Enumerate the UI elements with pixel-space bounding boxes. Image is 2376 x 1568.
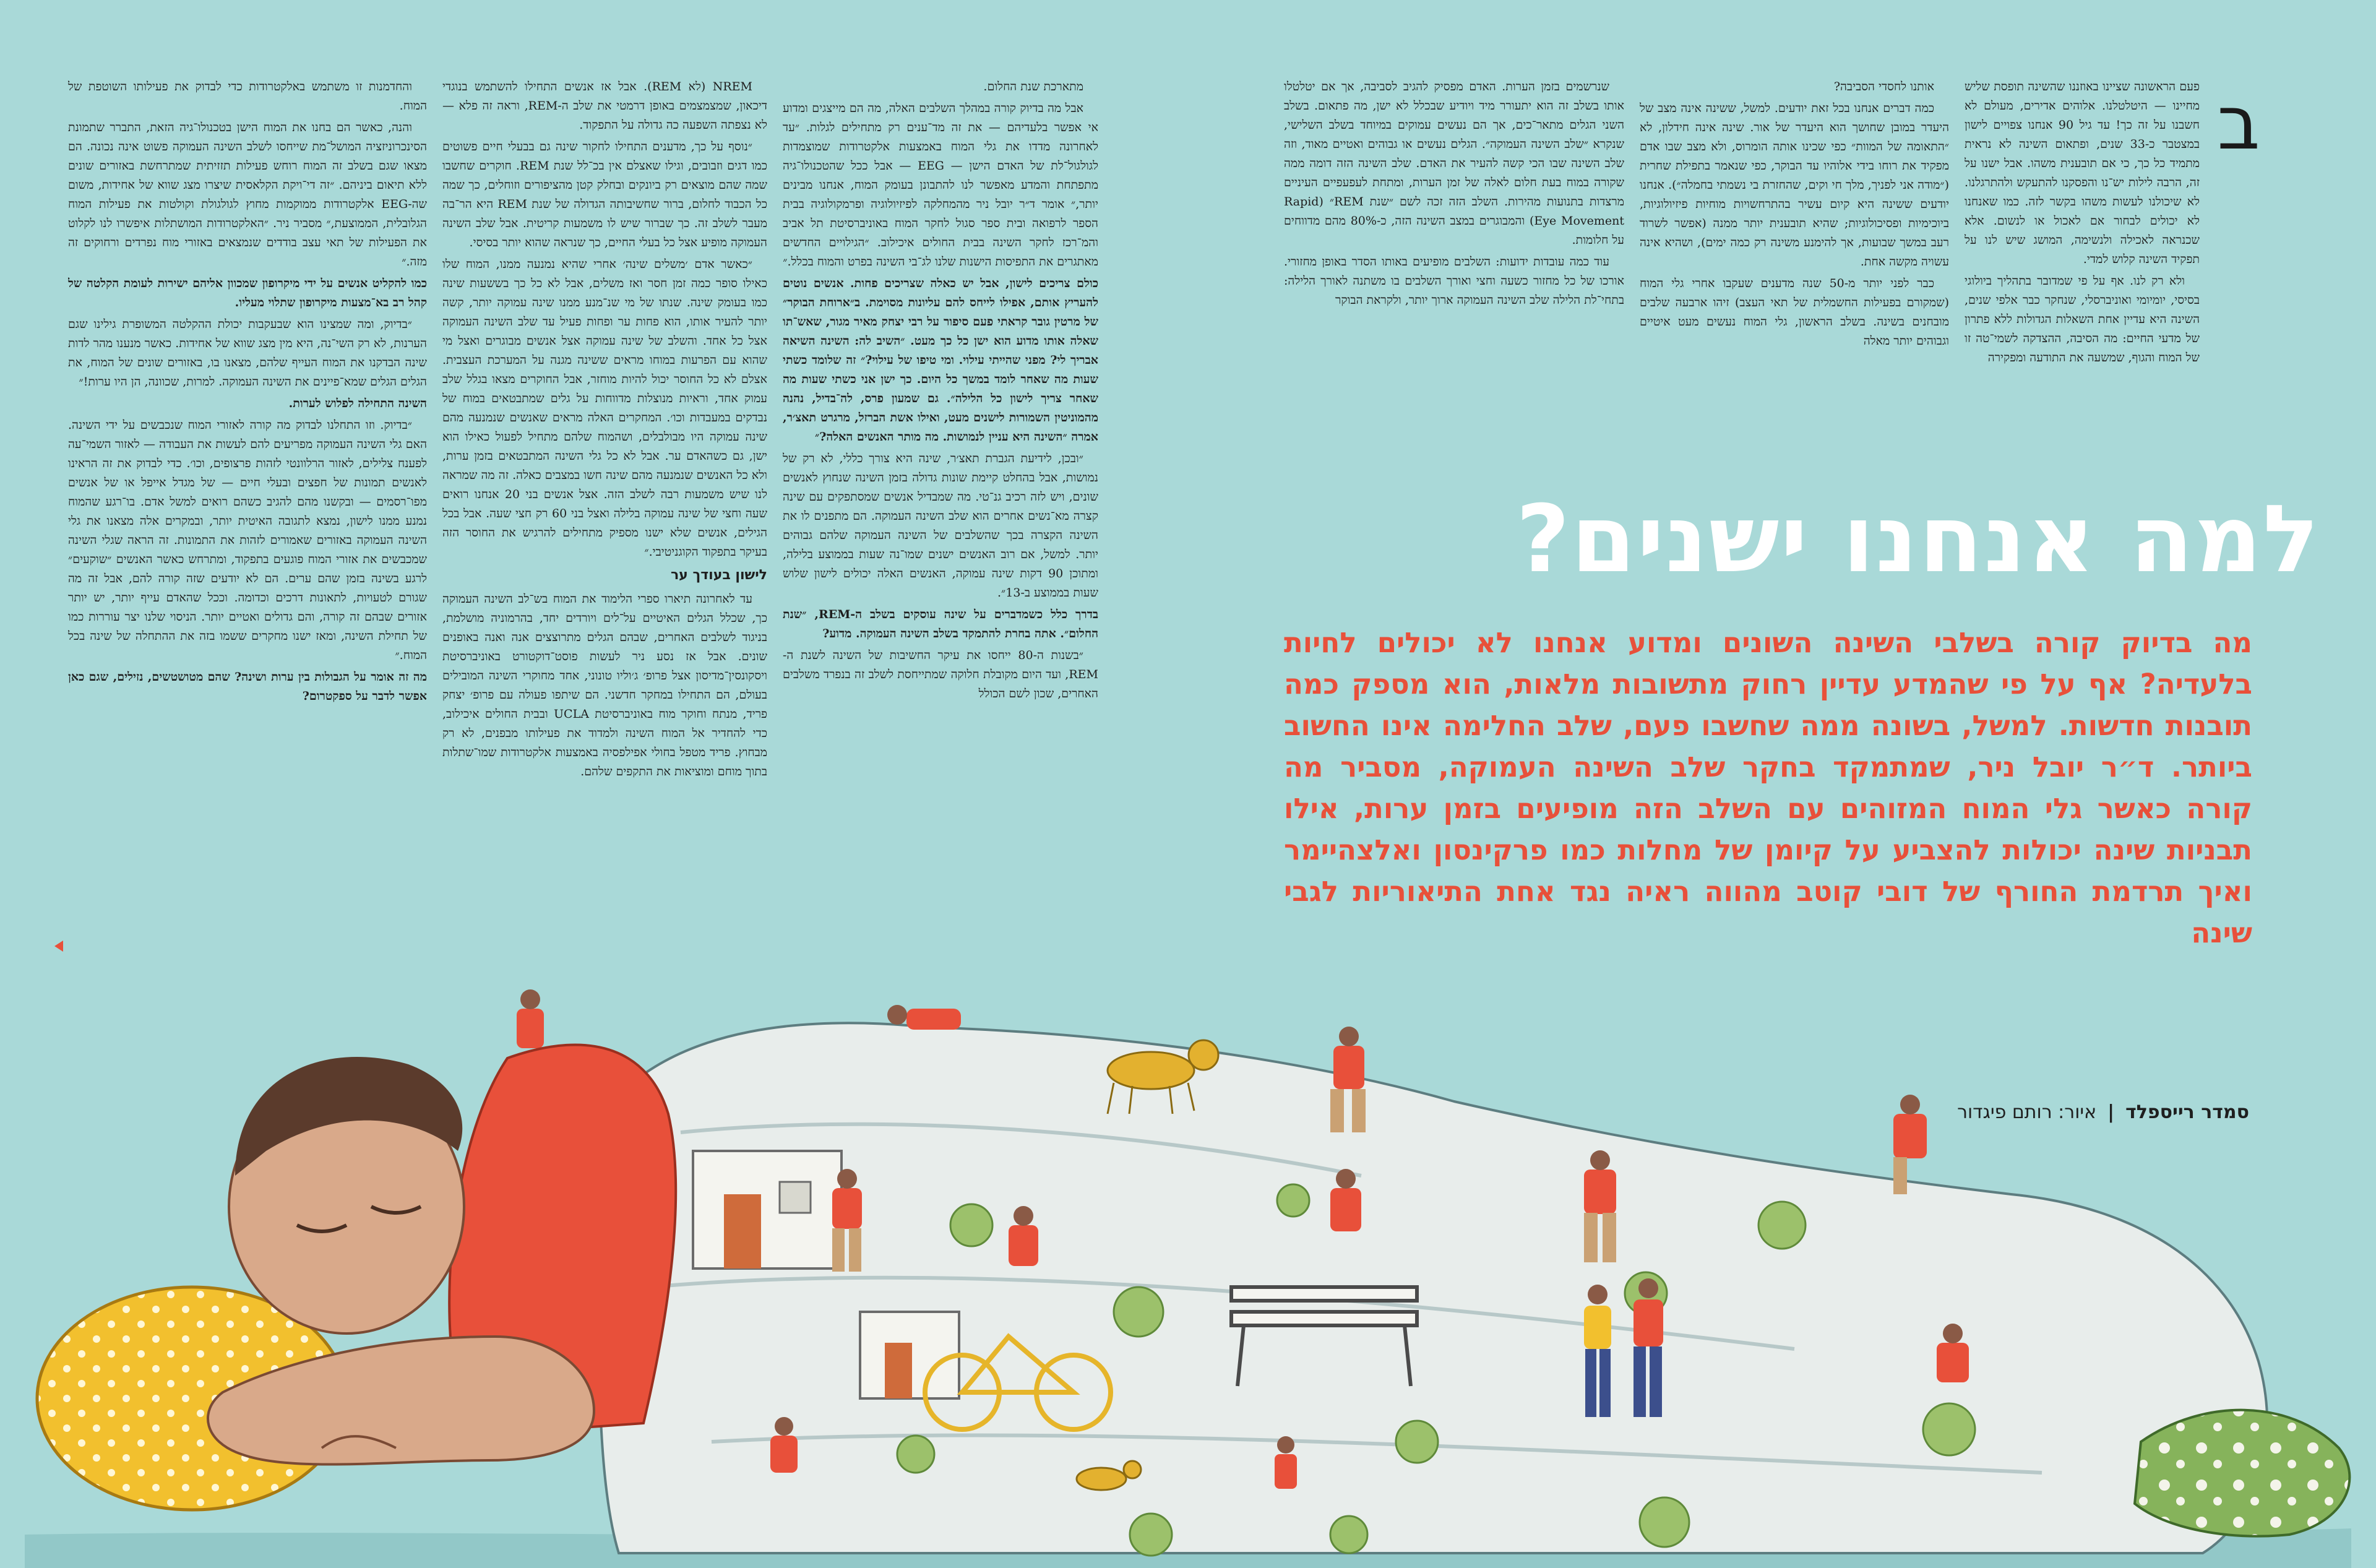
body-paragraph: ״בדיוק, ומה שמצינו הוא שבעקבות יכולת ההקלטה המשופרת גילינו שגם הערנות, לא רק השי־נה, היא מין מצג שווא של אחידות. כאשר מנענו מהר לדות שינה הבדקנו את המוח העייף שלהם, מצאנו בו, באזורים שונים של המוח, את הגלים הגלים שמא־פיינים את השינה העמוקה. למרות, שכוונה, הן היו ערות!״ [68,317,427,389]
body-paragraph: ״בדיוק. וזו התחלנו לבדוק מה קורה לאזורי המוח שנכבשים על ידי השינה. האם גלי השינה העמוקה מפריעים להם לעשות את העבודה — לאזור השמי־עה לפענח צלילים, לאזור הרלוונטי לזהות פרצופים, וכו׳. כדי לבדוק את זה הראינו לאנשים תמונות של חפצים ובעלי חיים — של מגדל אייפל או של אנשים מפו־רסמים — ובקשנו מהם להגיב כשהם רואים למשל אדם. בו־רגע שהמוח נמנע ממנו לישון, נמצא לתגובה האיטית יותר, ובמקרים אלה מצאנו את גלי השינה העמוקה באזורים שאמורים לזהות את התמונות. זה הראה שגלי השינה שמכבשים את אזורי המוח פוגעים בתפקוד, ומתרחש כאשר האנשים ״שוקעים״ לרגע בשינה בזמן שהם ערים. הם לא יודעים שזה קורה להם, אבל זה מה שגורם לטעויות, לתאונות דרכים וכדומה. וככל שהאדם עייף יותר, יש יותר אזורים שבהם זה קורה, והם גדולים ואטיים יותר. הניסוי שלנו יצר עוררות כמו של תחילת השינה, ומאז ישנו מחקרים ששמו בזה את ההתחלה של שינה בכל המוח.״ [68,418,427,662]
body-paragraph: עוד כמה עובדות ידועות: השלבים מופיעים באותו הסדר באופן מחזורי. אורכו של כל מחזור כשעה וחצי ואורך השלבים בו משתנה לאורך הלילה: בתחי־לת הלילה שלב השינה העמוקה ארוך יותר, ולקראת הבוקר [1284,255,1624,307]
column-4 [783,77,1098,925]
body-paragraph: אותנו לחסדי הסביבה? [1833,80,1934,93]
article-deck: מה בדיוק קורה בשלבי השינה השונים ומדוע אנחנו לא יכולים לחיות בלעדיה? אף על פי שהמדע עדיין רחוק מתשובות מלאות, הוא מספק כמה תובנות חדשות. למשל, בשונה ממה שחשבו פעם, שלב החלימה אינו החשוב ביותר. ד״ר יובל ניר, שמתמקד בחקר שלב השינה העמוקה, מסביר מה קורה כאשר גלי המוח המזוהים עם השלב הזה מופיעים בזמן ערות, אילו תבניות שינה יכולות להצביע על קיומן של מחלות כמו פרקינסון ואלצהיימר ואיך תרדמת החורף של דובי קוטב מהווה ראיה נגד אחת התיאוריות לגבי שינה [1284,626,2252,949]
column-5 [442,77,767,981]
body-paragraph: ״כאשר אדם ׳משלים שינה׳ אחרי שהיא נמנעה ממנו, המוח שלו כאילו סופר כמה זמן חסר ואז משלים, אבל לא כל כך בששעות שינה כמו בעומק שינה. שנתו של מי שנ־מנע ממנו שינה עמוקה יותר, קשה יותר להעיר אותו, הוא פחות ער ופחות פעיל עד שלב השינה העמוקה אצל כל אחד. והשלב של שינה עמוקה אצל אנשים מבוגרים ואצל מי שהוא עם הפרעות במוחו מראים ששינה מגנה על המערכת העצבית. אצלם לא כל החוסר יכול להיות מוחזר, אבל החוקרים מצאו בגלל שלב עמוק אחד, וראיות מנוצלות מדווחות על גלים שמתבטאים במוח של נבדקים במעבדות וכו׳. המחקרים האלה מראים שאנשים שנמנעה מהם שינה עמוקה היו מבולבלים, ושהמוח שלהם מתחיל לפעול כאילו הוא ישן, גם כשהאדם ער. אבל לא כל גלי השינה המתבטאים בזמן ערות, ולא כל האנשים שנמנעה מהם שינה חשו במצבים כאלה. זה מה שמראה לנו שיש משמעות רבה לשלב הזה. אצל אנשים בני 20 אנחנו רואים שעה וחצי של שינה עמוקה בלילה ואצל בני 60 רק חצי שעה. אבל בכל הגילים, אנשים שלא ישנו מספיק מתחילים להרגיש את החוסר הזה בעיקר בתפקוד הקוגניטיבי.״ [442,257,767,559]
drop-cap: ב [2217,80,2260,166]
byline-separator: | [2107,1101,2115,1123]
blanket [600,1023,2267,1553]
body-paragraph: מתארכת שנת החלום. [983,80,1083,93]
section-heading: לישון בעודך ער [670,567,767,583]
column-6 [68,77,427,941]
body-paragraph: כבר לפני יותר מ-50 שנה מדענים שעקבו אחרי גלי המוח (שמקורם בפעילות החשמלית של תאי העצב) זיהו ארבעה שלבים מובחנים בשינה. בשלב הראשון, גלי המוח נעשים מעט איטיים וגבוהים יותר מאלה [1640,277,1949,348]
body-paragraph: עד לאחרונה תיארו ספרי הלימוד את המוח בש־לב השינה העמוקה כך, שכלל הגלים האיטיים על־לים ויורדים יחד, בהרמוניה מושלמת, בניגוד לשלבים האחרים, שבהם הגלים מתרוצצים אנה ואנה באופנים שונים. אבל אז נסע ניר לעשות פוסט־דוקטורט באוניברסיטת ויסקונסין־מדיסון אצל פרופ׳ ג׳וליו טונוני, אחד מחוקרי השינה המובילים בעולם, הם התחילו במחקר חדשני. הם שיתפו פעולה עם פרופ׳ יצחק פריד, מנתח וחוקר מוח באוניברסיטת UCLA ובבית החולים איכילוב, כדי להחדיר אל המוח השינה ולמדוד את פעילותו מבפנים, לא רק מבחוץ. פריד מטפל בחולי אפילפסיה באמצעות אלקטרודות שמו־שתלות בתוך מוחם ומוציאות את התקפים שלהם. [442,592,767,778]
body-paragraph: NREM (לא REM). אבל אז אנשים התחילו להשתמש בנוגדי דיכאון, שמצמצמים באופן דרמטי את שלב ה-REM, וראה זה פלא — לא נצפתה השפעה כה גדולה על התפקוד. [442,80,767,132]
interview-question: כמו להקליט אנשים על ידי מיקרופון שמכוון אליהם ישירות לעומת הקלטה של קהל רב בא־מצעות מיקרופון שתלוי מעליו. [68,277,427,309]
body-paragraph: ״נוסף על כך, מדענים התחילו לחקור שינה גם בבעלי חיים פשוטים כמו דגים וזבובים, וגילו שאצלם אין בכ־לל שנת REM. חוקרים שחשבו שמה שהם מוצאים רק ביונקים ובחלק קטן מהציפורים וזוחלים, כך שמה כל הכבוד לחלום, ברור שחשיבותה הגדולה של שנת REM היא הר־בה מעבר לשלב זה. כך שברור שיש לו משמעות קריטית. אבל שלב השינה העמוקה מופיע אצל כל בעלי החיים, כך שנראה שהוא יותר בסיסי. [442,140,767,249]
column-3 [1284,77,1624,415]
interview-question: בדרך כלל כשמדברים על שינה עוסקים בשלב ה-REM, ״שנת החלום״. אתה בחרת להתמקד בשלב השינה העמוקה. מדוע? [783,608,1098,640]
body-paragraph: אבל מה בדיוק קורה במהלך השלבים האלה, מה הם מייצגים ומדוע אי אפשר בלעדיהם — את זה מד־ענים רק מתחילים לגלות. ״עד לאחרונה מדדו את גלי המוח באמצעות אלקטרודות שמוצמדות לגולגול־לת של האדם הישן — EEG — אבל ככל שהטכנולו־גיה מתפתחת והמדע מאפשר לנו להתבונן בעומק המוח, אנחנו מבינים יותר,״ אומר ד״ר יובל ניר מהמחלקה לפיזיולוגיה ופרמקולוגיה בבית הספר לרפואה ובית ספר סגול לחקר המוח באוניברסיטת תל אביב והמ־רכז לחקר השינה בבית החולים איכילוב. ״הגילויים החדשים מאתגרים את התפיסות הישנות שלנו לג־בי השינה בפרט והמוח בכלל.״ [783,101,1098,269]
author-name: סמדר רייספלד [2125,1101,2249,1123]
body-paragraph: ולא רק לנו. אף על פי שמדובר בתהליך ביולוגי בסיסי, יומיומי ואוניברסלי, שנחקר כבר אלפי שנים, השינה היא עדיין אחת השאלות הגדולות ללא פתרון של מדעי החיים: מה הסיבה, ההצדקה לשמי־טה זו של המוח והגוף, שמשעה את התודעה ומפקירה [1965,274,2200,364]
interview-question: מה זה אומר על הגבולות בין ערות ושינה? שהם מטושטשים, נזילים, שגם כאן אפשר לדבר על ספקטרום? [68,670,427,703]
body-paragraph: ״בשנות ה-80 ייחסו את עיקר החשיבות של השינה לשנת ה-REM, ועד היום מקובלת חלוקה שמתייחסת לשלב זה בנפרד משלבים האחרים, שכון לשם הכולל [783,648,1098,700]
sleeping-man-illustration [0,916,2376,1568]
body-paragraph: ״ובכן, לידיעת הגברת תאצ׳ר, שינה היא צורך כללי, לא רק של נמושות, אבל בהחלט קיימת שונות גדולה בזמן השינה שנחוץ לאנשים שונים, ויש לזה רכיב גנ־טי. מה שמבדיל אנשים שמסתפקים עם שינה קצרה מא־נשים אחרים הוא שלב השינה העמוקה. הם מתפנים לו את השינה הקצרה בכך שהשלבים של השינה העמוקה שלהם גבוהים יותר. למשל, אם רוב האנשים ישנים שמו־נה שעות בממוצע בלילה, ומתוכן 90 דקות שינה עמוקה, האנשים האלה יכולים לישון שלוש שעות בממוצע ב-13״. [783,452,1098,600]
illustrator-credit: איור: רותם פיגדור [1957,1101,2097,1123]
body-paragraph: והנה, כאשר הם בחנו את המוח הישן בטכנולו־גיה הזאת, התברר שתמונת הסינכרוניזציה המושל־מת שייחסו לשלב השינה העמוקה פשוט אינה נכונה. הם מצאו שגם בשלב זה המוח רוחש פעילות תזזיתית שמתרחשת באזורים שונים ללא תיאום ביניהם. ״זה די־ויקת הקלאסית שיצרו מצג שווא של אחידות, משום שה-EEG אלקטרודות ממוקמות מחוץ לגולגולת וקולטות את פעילות המוח הגלובלית, הממוצעת,״ מסביר ניר. ״האלקטרודות המושתלות איפשרו לנו לקלוט את הפעילות של תאי עצב בודדים שנמצאים באזורי מוח נפרדים ורחוקים זה מזה.״ [68,121,427,269]
interview-question: כולם צריכים לישון, אבל יש כאלה שצריכים פחות. אנשים נוטים להעריץ אותם, אפילו לייחס להם עליונות מסוימת. ב״ארוחת הבוקר״ של מרטין גובר קראתי פעם סיפור על רבי יצחק מאיר מגור, שאש־תו שאלה אותו מדוע הוא ישן כל כך מעט. ״השיב לה: השינה השיאה אבריך לי? מפני שהייתי עילוי. ומי טיפו של עילוי?״ זה שלומד כשתי שעות מה שאחר לומד במשך כל היום. כך ישן אני כשתי שעות מה שאחר צריך לישון כל הלילה״. גם שמעון פרס, לה־בדיל, נהנה מהמוניטין השמורות לישנים מעט, ואילו אשת הברזל, מרגרט תאצ׳ר, אמרה ״השינה היא עניין לנמושות. מה מותר האנשים האלה?״ [783,277,1098,444]
column-2 [1640,77,1949,415]
body-paragraph: שנרשמים בזמן הערות. האדם מפסיק להגיב לסביבה, אך אם יטלטלו אותו בשלב זה הוא יתעורר מיד ויודיע שבכלל לא ישן, מה פתאום. בשלב השני הגלים מתאר־כים, אך הם נעשים עמוקים במיוחד בשלב השלישי, שנקרא ״שלב השינה העמוקה״. הגלים נעשים או גבוהים ואטיים מאוד, וזה שלב השינה שבו הכי קשה להעיר את האדם. שלב השינה הזה דומה ממה שקורה במוח בעת חלום לאלה של זמן הערות, ומתחת לעפעפיים העיניים מרצדות בתנועות מהירות. השלב הזה זכה לשם ״שנת REM״ (Rapid Eye Movement) והמבוגרים במצב השינה הזה, כ-80% מהם מדווחים על חלומות. [1284,80,1624,247]
article-headline: למה אנחנו ישנים? [1516,486,2320,593]
body-paragraph: והחדמנות זו משתמש באלקטרודות כדי לבדוק את פעילותו השוטפת של המוח. [68,80,427,113]
body-paragraph: פעם הראשונה שציינו באוזננו שהשינה תופסת שליש מחיינו — היטלטלנו. אלוהים אדירים, מעולם לא חשבנו על זה כך! עד גיל 90 אנחנו צפויים לישון במצטבר כ-33 שנים, ופתאום השינה לא נראית מתמיד כל כך, כי אם תובענית משהו. אבל ישנו על זה, הרבה לילות יש־נו והפסקנו להתעקש ולהתרגלנו. לא שיכולנו לעשות משהו בקשר לזה. כמו שאנחנו לא יכולים לבחור אם לאכול או לנשום. אלא שכנראה לאכילה ולנשימה, המושג שיש לנו על תפקיד השינה קלוש למדי. [1965,80,2200,266]
interview-question: השינה התחילה לפלוש לערות. [288,397,427,410]
body-paragraph: כמה דברים אנחנו בכל זאת יודעים. למשל, ששינה אינה מצב של היעדר במובן שחושך הוא היעדר של אור. שינה אינה חידלון, לא ״התאומה של המוות״ כפי שכינו אותה הומרוס, ולא מצב שבו אדם מפקיד את רוחו בידי אלוהיו עד הבוקר, כפי שנאמר בתפילת שחרית (״מודה אני לפניך, מלך חי וקים, שהחזרת בי נשמתי בחמלה״). אנחנו יודעים ששינה היא קיום עשיר בהתרחשויות מוחיות פיזיולוגיות, ביוכימיות ופסיכולוגיות; שהיא תובענית יותר ממנה (אפשר לשרוד רעב במשך שבועות, אך להימנע משינה רק כמה ימים), ושהיא אינה עשויה מקשה אחת. [1640,101,1949,269]
column-1 [1965,77,2200,415]
sleeper-feet [2135,1410,2349,1536]
